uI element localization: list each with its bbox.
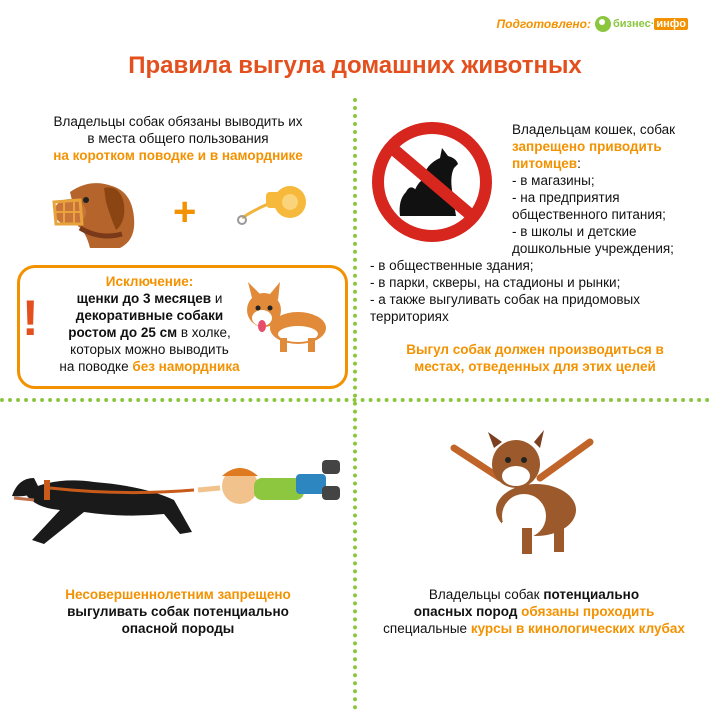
courses-line-3a: специальные — [383, 621, 471, 636]
ban-item: - в школы и детские — [512, 224, 637, 239]
exception-height: ростом до 25 см — [68, 325, 178, 340]
ban-item: общественного питания; — [512, 207, 666, 222]
rule-line-1: Владельцы собак обязаны выводить их — [53, 114, 303, 129]
exception-text — [52, 273, 247, 375]
minors-ban-text — [10, 586, 346, 637]
courses-line-2a: опасных пород — [413, 604, 522, 619]
ban-text-bottom — [370, 257, 706, 325]
walk-note-line-2: местах, отведенных для этих целей — [414, 359, 656, 374]
exception-withers: в холке, — [177, 325, 231, 340]
page-title: Правила выгула домашних животных — [128, 52, 582, 79]
exception-and: и — [211, 291, 223, 306]
exception-on-leash: на поводке — [59, 359, 133, 374]
credit-label: Подготовлено: — [496, 17, 591, 31]
minors-line-1: Несовершеннолетним запрещено — [65, 587, 291, 602]
courses-line-3b: курсы в кинологических клубах — [470, 621, 685, 636]
courses-line-1a: Владельцы собак — [428, 587, 544, 602]
logo-text-left: бизнес· — [612, 18, 655, 30]
vertical-divider — [353, 98, 357, 710]
ban-colon: : — [577, 156, 581, 171]
credit — [497, 16, 689, 32]
logo-text-right: инфо — [656, 18, 686, 30]
ban-item: - в общественные здания; — [370, 258, 534, 273]
courses-rule-text — [358, 586, 710, 637]
ban-item: территориях — [370, 309, 449, 324]
exception-no-muzzle: без намордника — [132, 359, 240, 374]
ban-item: дошкольные учреждения; — [512, 241, 674, 256]
exception-decorative: декоративные собаки — [75, 308, 224, 323]
no-pets-sign-icon — [370, 120, 494, 244]
minors-line-2: выгуливать собак потенциально — [67, 604, 289, 619]
pitbull-with-stick-icon — [450, 418, 600, 558]
courses-line-2b: обязаны проходить — [521, 604, 655, 619]
minors-line-3: опасной породы — [121, 621, 235, 636]
corgi-icon — [240, 280, 330, 360]
rule-line-3: на коротком поводке и в наморднике — [53, 148, 303, 163]
retractable-leash-icon — [234, 180, 310, 232]
business-info-logo[interactable] — [595, 16, 688, 32]
walk-note-line-1: Выгул собак должен производиться в — [406, 342, 664, 357]
walk-area-note — [365, 341, 705, 375]
plus-sign: + — [173, 190, 197, 234]
leash-muzzle-rule — [10, 113, 346, 164]
horizontal-divider — [0, 398, 710, 402]
exception-heading: Исключение: — [105, 274, 194, 289]
exception-can-walk: которых можно выводить — [70, 342, 229, 357]
muzzled-dog-icon — [50, 178, 140, 250]
ban-intro: Владельцам кошек, собак — [512, 122, 676, 137]
exception-puppies: щенки до 3 месяцев — [76, 291, 212, 306]
ban-item: - на предприятия — [512, 190, 620, 205]
ban-item: - в парки, скверы, на стадионы и рынки; — [370, 275, 621, 290]
ban-text-top — [512, 121, 708, 257]
rule-line-2: в места общего пользования — [87, 131, 269, 146]
courses-line-1b: потенциально — [543, 587, 640, 602]
ban-item: - в магазины; — [512, 173, 595, 188]
exclamation-icon: ! — [22, 290, 39, 346]
dog-dragging-child-illustration — [4, 452, 349, 552]
ban-heading-2: питомцев — [512, 156, 578, 171]
logo-icon — [595, 16, 611, 32]
ban-heading-1: запрещено приводить — [512, 139, 662, 154]
ban-item: - а также выгуливать собак на придомовых — [370, 292, 640, 307]
